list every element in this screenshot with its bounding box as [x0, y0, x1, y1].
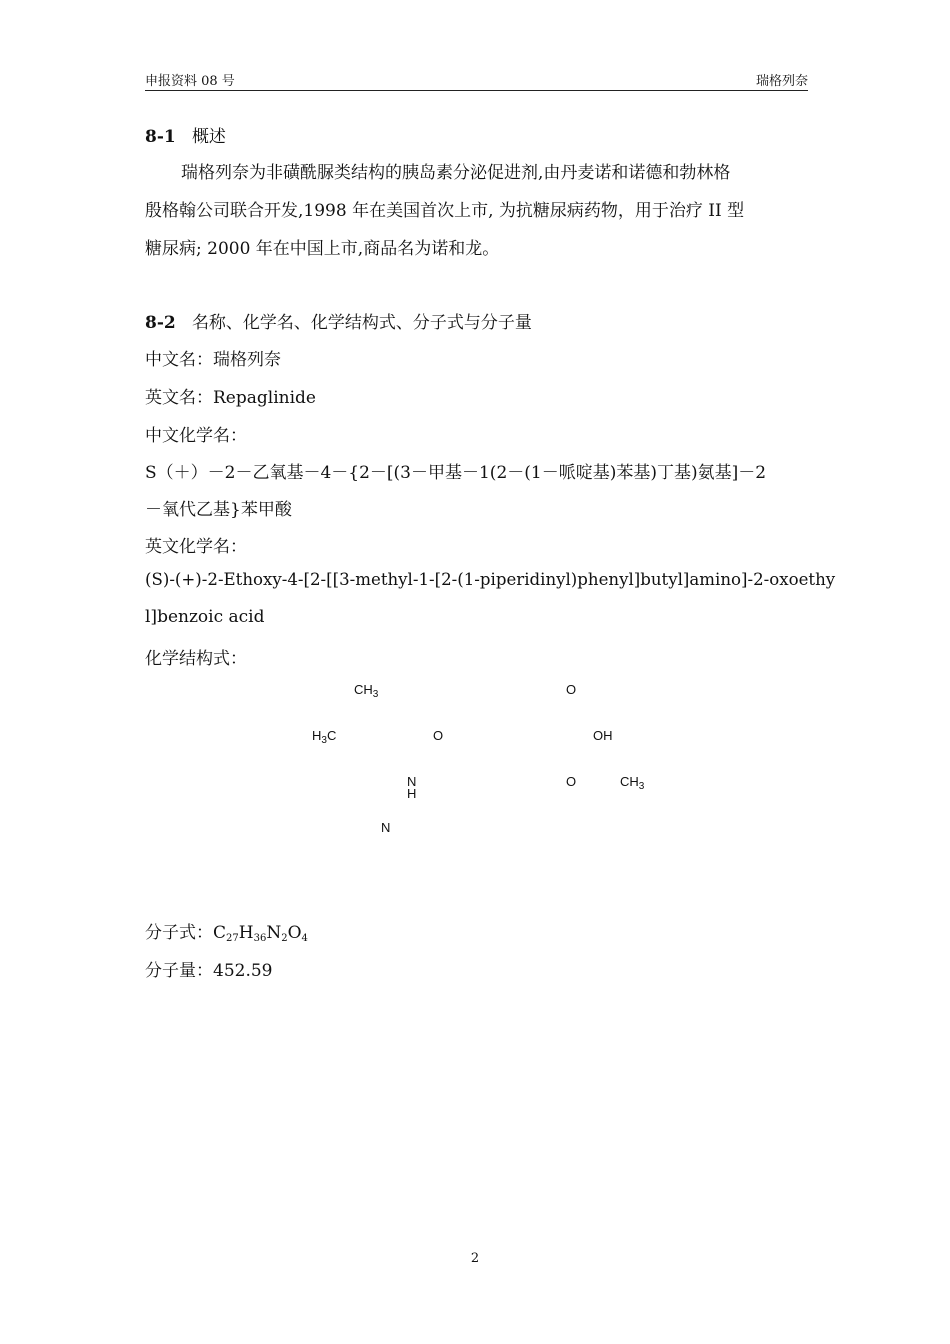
english-chem-label: 英文化学名：	[145, 537, 247, 557]
mw-label: 分子量：	[145, 961, 213, 981]
overview-line-2: 殷格翰公司联合开发,1998 年在美国首次上市, 为抗糖尿病药物，用于治疗 II 型	[145, 201, 745, 221]
section-title: 概述	[191, 127, 226, 147]
atom-ch3-top: $CH_3$	[354, 682, 379, 700]
molecular-weight	[145, 956, 272, 981]
header-drug-name: 瑞格列奈	[755, 74, 808, 89]
formula-label: 分子式：	[145, 923, 213, 943]
english-chem-line-2: l]benzoic acid	[145, 607, 265, 627]
section-number: 8-2	[145, 313, 176, 333]
overview-line-3: 糖尿病; 2000 年在中国上市,商品名为诺和龙。	[145, 239, 500, 259]
overview-line-1: 瑞格列奈为非磺酰脲类结构的胰岛素分泌促进剂,由丹麦诺和诺德和勃林格	[181, 163, 731, 183]
formula-o-count: 4	[301, 933, 308, 944]
atom-o-top: O	[566, 682, 577, 697]
formula-c-count: 27	[226, 933, 239, 944]
mw-value: 452.59	[213, 961, 273, 981]
atom-o-mid: O	[433, 728, 444, 743]
formula-n: N	[266, 923, 282, 943]
english-name: 英文名：Repaglinide	[145, 388, 316, 408]
chinese-name: 中文名：瑞格列奈	[145, 350, 281, 370]
section-title: 名称、化学名、化学结构式、分子式与分子量	[191, 313, 532, 333]
header-doc-id: 申报资料 08 号	[145, 74, 235, 89]
atom-h-amide: H	[407, 786, 417, 801]
chinese-chem-line-1: S（＋）－2－乙氧基－4－{2－[(3－甲基－1(2－(1－哌啶基)苯基)丁基)氨基]－2	[145, 463, 767, 483]
atom-o-ether: O	[566, 774, 577, 789]
section-number: 8-1	[145, 127, 176, 147]
english-chem-line-1: (S)-(+)-2-Ethoxy-4-[2-[[3-methyl-1-[2-(1-piperidinyl)phenyl]butyl]amino]-2-oxoethy	[145, 570, 836, 589]
page-header	[145, 70, 808, 91]
atom-oh: OH	[593, 728, 613, 743]
atom-h3c: $H_3C$	[312, 728, 337, 746]
atom-ch3-right: $CH_3$	[620, 774, 645, 792]
section-heading-8-2	[145, 308, 532, 333]
page-number: 2	[470, 1251, 480, 1266]
chinese-chem-line-2: －氧代乙基}苯甲酸	[145, 500, 292, 520]
formula-o: O	[287, 923, 302, 943]
chinese-chem-label: 中文化学名：	[145, 426, 247, 446]
formula-h: H	[238, 923, 254, 943]
atom-n-piperidine: N	[381, 820, 391, 835]
formula-n-count: 2	[281, 933, 288, 944]
structure-label: 化学结构式：	[145, 649, 247, 669]
section-heading-8-1	[145, 122, 226, 147]
atom-n-amide: N	[407, 774, 417, 789]
formula-c: C	[213, 923, 227, 943]
molecular-formula	[145, 918, 308, 944]
formula-h-count: 36	[253, 933, 267, 944]
